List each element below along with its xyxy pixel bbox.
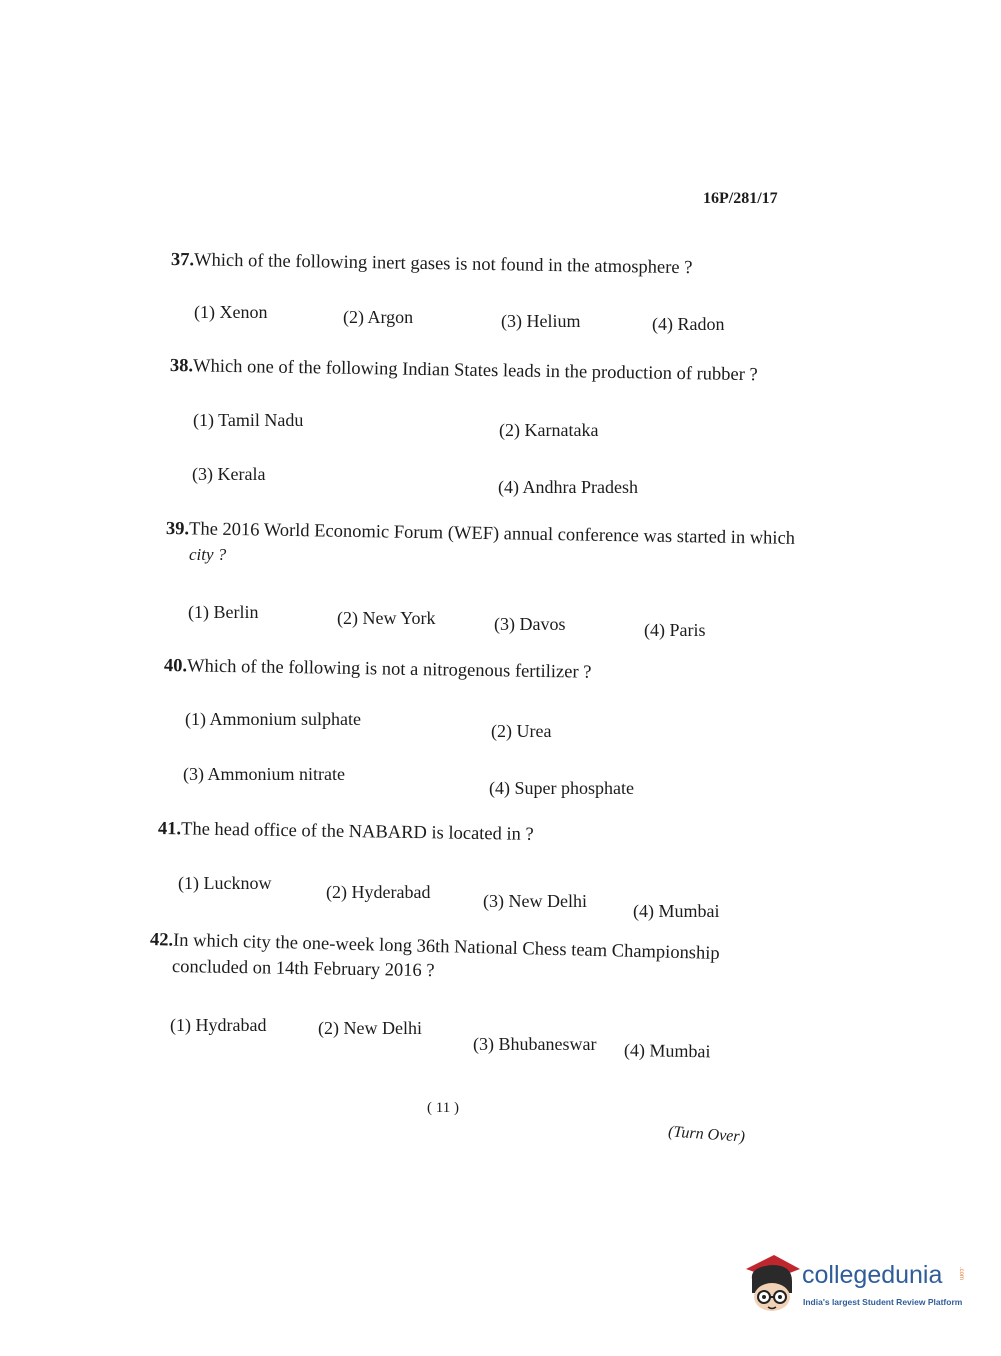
paper-code: 16P/281/17 bbox=[703, 190, 778, 207]
question-39-continued: city ? bbox=[189, 545, 227, 564]
option-42-4: (4) Mumbai bbox=[623, 1040, 711, 1062]
option-42-1: (1) Hydrabad bbox=[170, 1015, 267, 1035]
option-39-4: (4) Paris bbox=[644, 620, 706, 640]
option-39-2: (2) New York bbox=[337, 608, 436, 628]
turn-over-note: (Turn Over) bbox=[667, 1123, 746, 1146]
option-42-2: (2) New Delhi bbox=[318, 1018, 422, 1038]
question-number: 42. bbox=[149, 930, 174, 951]
question-37 bbox=[171, 250, 693, 279]
question-40 bbox=[164, 656, 592, 684]
question-text: The head office of the NABARD is located in ? bbox=[180, 819, 534, 845]
question-number: 41. bbox=[157, 819, 182, 840]
option-42-3: (3) Bhubaneswar bbox=[473, 1034, 597, 1054]
mascot-icon bbox=[742, 1253, 800, 1315]
question-number: 37. bbox=[170, 250, 195, 271]
question-number: 38. bbox=[169, 356, 194, 377]
option-38-4: (4) Andhra Pradesh bbox=[498, 477, 638, 497]
collegedunia-logo bbox=[742, 1253, 970, 1315]
question-text: The 2016 World Economic Forum (WEF) annual conference was started in which bbox=[188, 519, 796, 549]
option-37-3: (3) Helium bbox=[501, 311, 581, 331]
option-38-3: (3) Kerala bbox=[192, 464, 266, 484]
question-number: 40. bbox=[163, 656, 188, 677]
question-text: Which one of the following Indian States leads in the production of rubber ? bbox=[192, 356, 758, 386]
question-text: Which of the following is not a nitrogenous fertilizer ? bbox=[186, 656, 592, 683]
logo-suffix: .com bbox=[958, 1267, 964, 1281]
logo-tagline: India's largest Student Review Platform bbox=[803, 1297, 963, 1307]
option-40-1: (1) Ammonium sulphate bbox=[185, 709, 361, 729]
question-number: 39. bbox=[165, 519, 190, 540]
option-37-1: (1) Xenon bbox=[194, 302, 268, 322]
option-40-4: (4) Super phosphate bbox=[489, 778, 634, 798]
question-text: Which of the following inert gases is not found in the atmosphere ? bbox=[193, 250, 693, 279]
option-40-3: (3) Ammonium nitrate bbox=[183, 764, 345, 784]
question-38 bbox=[170, 356, 758, 386]
question-39 bbox=[166, 519, 795, 550]
logo-brand: collegedunia bbox=[802, 1261, 943, 1289]
question-text: In which city the one-week long 36th National Chess team Championship bbox=[172, 930, 720, 964]
option-38-1: (1) Tamil Nadu bbox=[193, 410, 304, 430]
option-40-2: (2) Urea bbox=[491, 721, 552, 741]
option-38-2: (2) Karnataka bbox=[499, 420, 599, 440]
option-37-2: (2) Argon bbox=[343, 307, 414, 327]
option-37-4: (4) Radon bbox=[652, 314, 725, 334]
option-41-1: (1) Lucknow bbox=[178, 873, 272, 893]
option-39-3: (3) Davos bbox=[494, 614, 566, 634]
option-41-4: (4) Mumbai bbox=[633, 901, 720, 921]
question-42-continued: concluded on 14th February 2016 ? bbox=[171, 957, 435, 982]
option-39-1: (1) Berlin bbox=[188, 602, 259, 622]
page-number: ( 11 ) bbox=[427, 1100, 459, 1116]
question-41 bbox=[158, 819, 534, 846]
option-41-2: (2) Hyderabad bbox=[326, 882, 431, 902]
option-41-3: (3) New Delhi bbox=[483, 891, 587, 911]
